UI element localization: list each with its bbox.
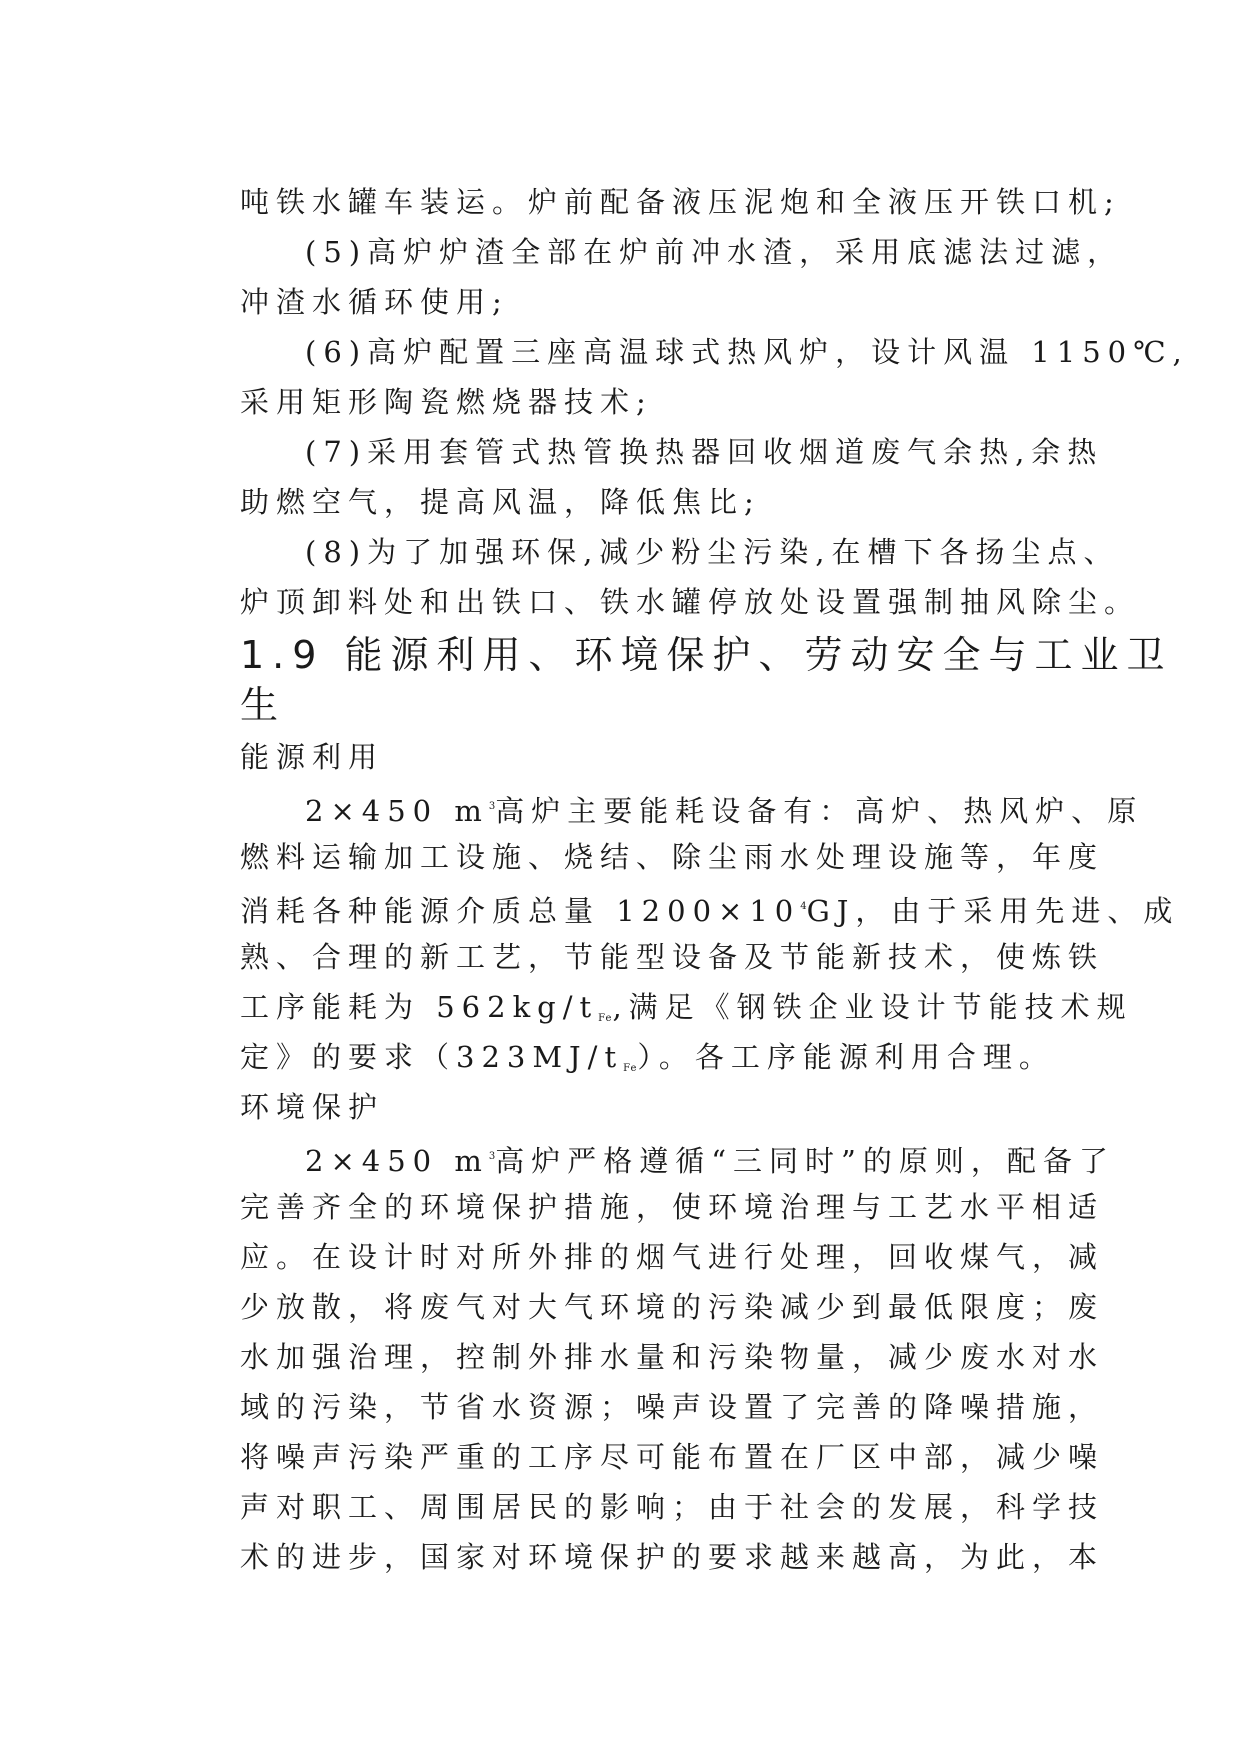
text-run: 高炉主要能耗设备有：高炉、热风炉、原 <box>495 794 1144 828</box>
subheading-env: 环境保护 <box>240 1090 385 1124</box>
paragraph-line: 将噪声污染严重的工序尽可能布置在厂区中部，减少噪 <box>240 1440 1105 1474</box>
paragraph-line <box>305 1137 1115 1181</box>
paragraph-line: 助燃空气，提高风温，降低焦比; <box>240 485 761 519</box>
paragraph-line: 术的进步，国家对环境保护的要求越来越高，为此，本 <box>240 1540 1105 1574</box>
paragraph-line <box>240 1037 1080 1089</box>
paragraph-line <box>240 887 1180 931</box>
paragraph-line: (7)采用套管式热管换热器回收烟道废气余热,余热 <box>305 435 1104 469</box>
paragraph-line: (6)高炉配置三座高温球式热风炉，设计风温 1150℃, <box>305 335 1189 369</box>
paragraph-line: 吨铁水罐车装运。炉前配备液压泥炮和全液压开铁口机; <box>240 185 1121 219</box>
subheading-energy: 能源利用 <box>240 740 385 774</box>
text-run: 高炉严格遵循“三同时”的原则，配备了 <box>495 1144 1115 1178</box>
paragraph-line: 采用矩形陶瓷燃烧器技术; <box>240 385 653 419</box>
paragraph-line: 应。在设计时对所外排的烟气进行处理，回收煤气，减 <box>240 1240 1105 1274</box>
subscript: Fe <box>598 1013 613 1024</box>
paragraph-line: 域的污染，节省水资源；噪声设置了完善的降噪措施， <box>240 1390 1105 1424</box>
paragraph-line: (8)为了加强环保,减少粉尘污染,在槽下各扬尘点、 <box>305 535 1120 569</box>
paragraph-line: 冲渣水循环使用; <box>240 285 509 319</box>
paragraph-line: (5)高炉炉渣全部在炉前冲水渣，采用底滤法过滤， <box>305 235 1124 269</box>
text-run: ）。各工序能源利用合理。 <box>637 1040 1055 1074</box>
paragraph-line <box>305 787 1144 831</box>
paragraph-line: 炉顶卸料处和出铁口、铁水罐停放处设置强制抽风除尘。 <box>240 585 1141 619</box>
text-run: 定》的要求（323MJ/t <box>240 1040 624 1074</box>
paragraph-line: 完善齐全的环境保护措施，使环境治理与工艺水平相适 <box>240 1190 1105 1224</box>
paragraph-line <box>240 987 1133 1039</box>
text-run: 2×450 m <box>305 794 489 828</box>
superscript: 3 <box>488 801 496 812</box>
paragraph-line: 水加强治理，控制外排水量和污染物量，减少废水对水 <box>240 1340 1105 1374</box>
text-run: 2×450 m <box>305 1144 489 1178</box>
superscript: 4 <box>800 901 807 912</box>
paragraph-line: 声对职工、周围居民的影响；由于社会的发展，科学技 <box>240 1490 1105 1524</box>
superscript: 3 <box>488 1151 496 1162</box>
section-heading-continuation: 生 <box>240 683 287 727</box>
paragraph-line: 燃料运输加工设施、烧结、除尘雨水处理设施等，年度 <box>240 840 1105 874</box>
text-run: 消耗各种能源介质总量 1200×10 <box>240 894 801 928</box>
text-run: 工序能耗为 562kg/t <box>240 990 599 1024</box>
subscript: Fe <box>623 1063 638 1074</box>
paragraph-line: 少放散，将废气对大气环境的污染减少到最低限度；废 <box>240 1290 1105 1324</box>
text-run: ,满足《钢铁企业设计节能技术规 <box>612 990 1133 1024</box>
paragraph-line: 熟、合理的新工艺，节能型设备及节能新技术，使炼铁 <box>240 940 1105 974</box>
text-run: GJ，由于采用先进、成 <box>806 894 1180 928</box>
section-heading: 1.9 能源利用、环境保护、劳动安全与工业卫 <box>240 633 1173 677</box>
